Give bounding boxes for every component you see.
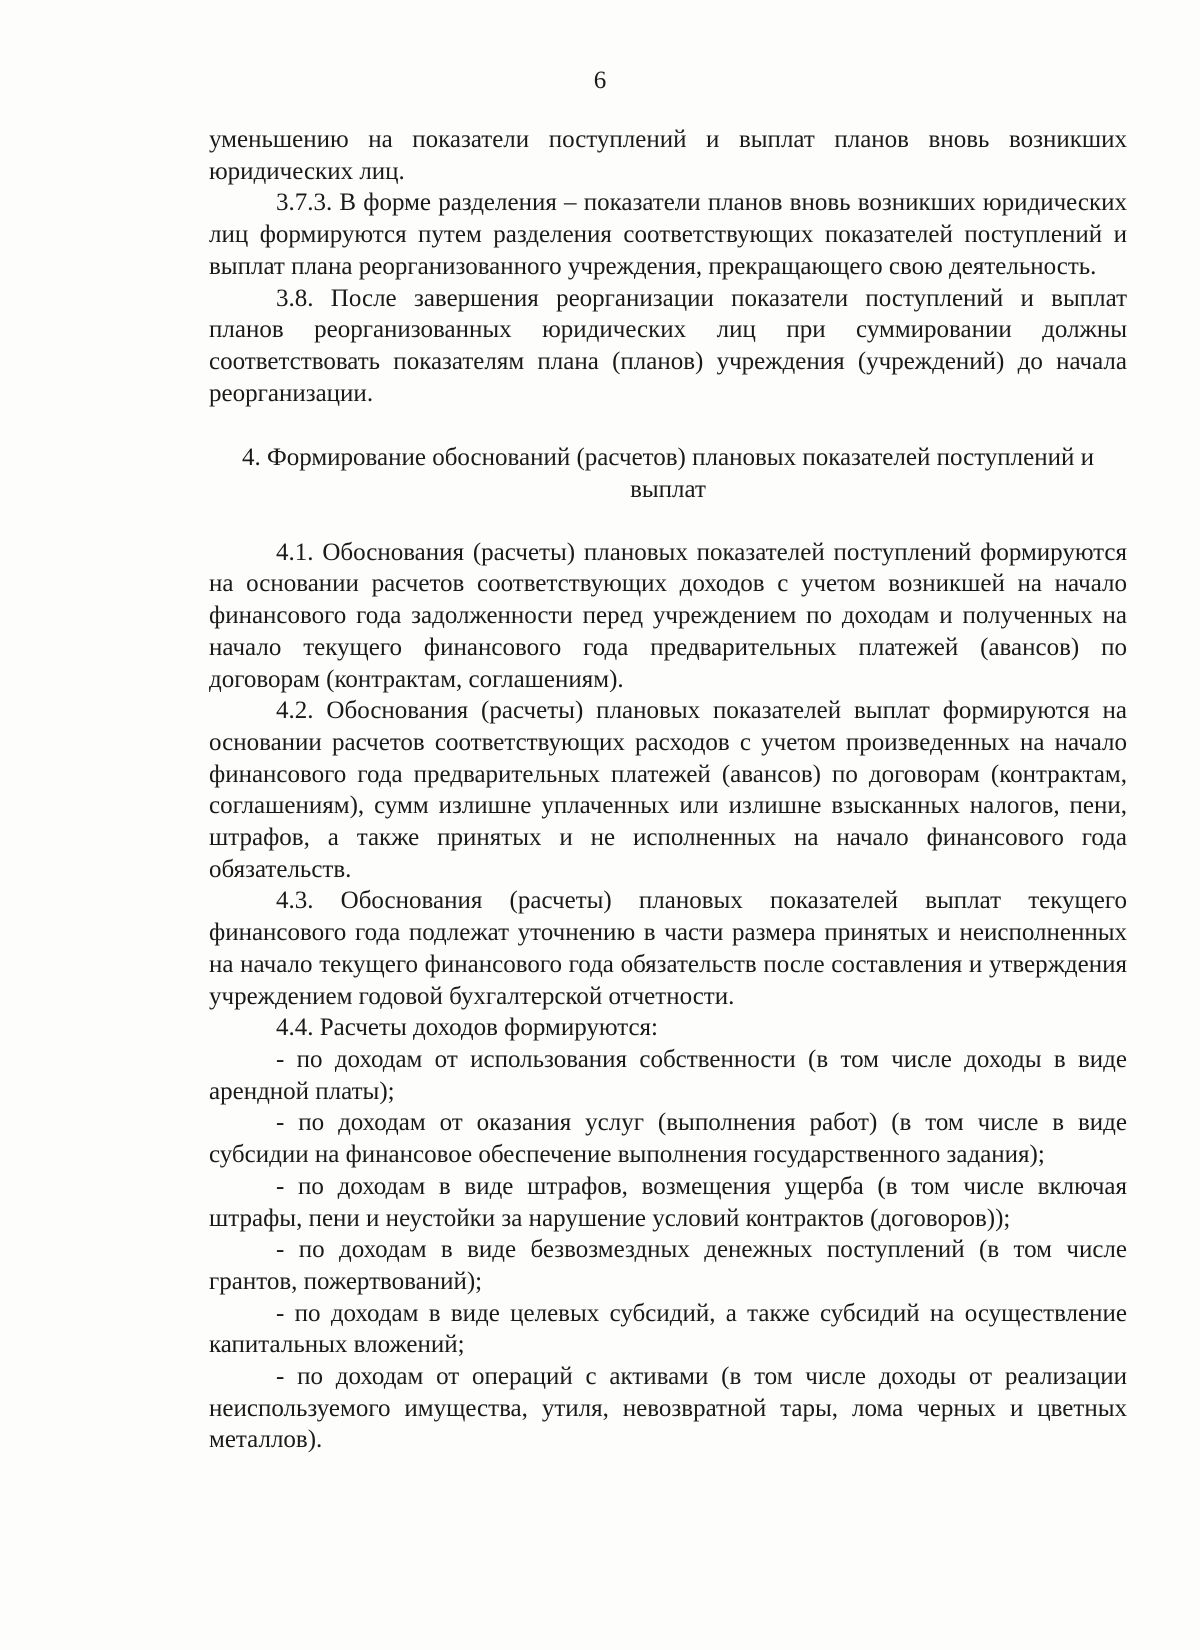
document-body bbox=[209, 124, 1127, 1456]
paragraph-3-7-3: 3.7.3. В форме разделения – показатели планов вновь возникших юридических лиц формируются путем разделения соответствующих показателей поступлений и выплат плана реорганизованного учреждения, прекращающего свою деятельность. bbox=[209, 189, 1127, 280]
page-number: 6 bbox=[593, 67, 607, 94]
list-item: - по доходам в виде безвозмездных денежных поступлений (в том числе грантов, пожертвований); bbox=[209, 1236, 1127, 1295]
list-item: - по доходам в виде целевых субсидий, а также субсидий на осуществление капитальных вложений; bbox=[209, 1299, 1127, 1359]
paragraph-continuation: уменьшению на показатели поступлений и выплат планов вновь возникших юридических лиц. bbox=[209, 126, 1127, 185]
section-heading: 4. Формирование обоснований (расчетов) плановых показателей поступлений и выплат bbox=[241, 444, 1095, 504]
paragraph-4-2: 4.2. Обоснования (расчеты) плановых показателей выплат формируются на основании расчетов соответствующих расходов с учетом произведенных на начало финансового года предварительных платежей (авансов) по договорам (контрактам, соглашениям), сумм излишне уплаченных или излишне взысканных налогов, пени, штрафов, а также принятых и не исполненных на начало финансового года обязательств. bbox=[209, 697, 1127, 883]
paragraph-3-8: 3.8. После завершения реорганизации показатели поступлений и выплат планов реорганизованных юридических лиц при суммировании должны соответствовать показателям плана (планов) учреждения (учреждений) до начала реорганизации. bbox=[209, 284, 1127, 407]
paragraph-4-1: 4.1. Обоснования (расчеты) плановых показателей поступлений формируются на основании расчетов соответствующих доходов с учетом возникшей на начало финансового года задолженности перед учреждением по доходам и полученных на начало текущего финансового года предварительных платежей (авансов) по договорам (контрактам, соглашениям). bbox=[209, 538, 1127, 693]
paragraph-4-4: 4.4. Расчеты доходов формируются: bbox=[276, 1014, 658, 1042]
list-item: - по доходам от использования собственности (в том числе доходы в виде арендной платы); bbox=[209, 1045, 1127, 1105]
paragraph-4-3: 4.3. Обоснования (расчеты) плановых показателей выплат текущего финансового года подлежат уточнению в части размера принятых и неисполненных на начало текущего финансового года обязательств после составления и утверждения учреждением годовой бухгалтерской отчетности. bbox=[209, 887, 1127, 1010]
list-item: - по доходам в виде штрафов, возмещения ущерба (в том числе включая штрафы, пени и неустойки за нарушение условий контрактов (договоров)); bbox=[209, 1172, 1127, 1232]
list-item: - по доходам от оказания услуг (выполнения работ) (в том числе в виде субсидии на финансовое обеспечение выполнения государственного задания); bbox=[209, 1109, 1127, 1169]
list-item: - по доходам от операций с активами (в том числе доходы от реализации неиспользуемого имущества, утиля, невозвратной тары, лома черных и цветных металлов). bbox=[209, 1363, 1127, 1454]
